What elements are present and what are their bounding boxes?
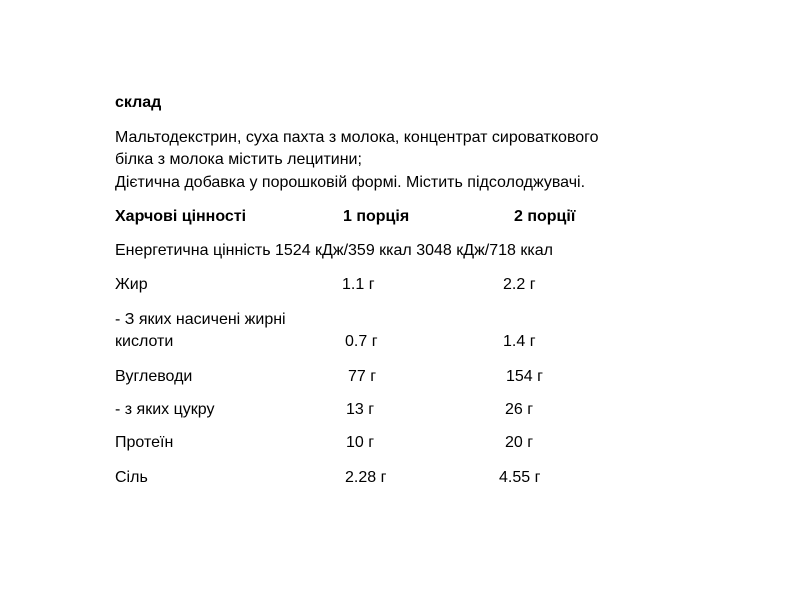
table-cell-portion-1: 2.28 г <box>345 469 387 486</box>
table-cell-portion-2: 1.4 г <box>503 333 536 350</box>
table-row-label: - з яких цукру <box>115 401 215 418</box>
table-row-label: Жир <box>115 276 148 293</box>
table-cell-portion-2: 26 г <box>505 401 534 418</box>
table-header-one-portion: 1 порція <box>343 208 410 225</box>
table-cell-portion-1: 77 г <box>348 368 377 385</box>
table-cell-portion-1: 13 г <box>346 401 375 418</box>
table-cell-portion-2: 4.55 г <box>499 469 541 486</box>
table-header-nutrition: Харчові цінності <box>115 208 247 225</box>
table-header-two-portions: 2 порції <box>514 208 576 225</box>
table-row-label: - З яких насичені жирні <box>115 311 286 328</box>
ingredients-line-3: Дієтична добавка у порошковій формі. Містить підсолоджувачі. <box>115 174 586 191</box>
table-row-label: Вуглеводи <box>115 368 193 385</box>
table-cell-portion-1: 1.1 г <box>342 276 375 293</box>
section-title: склад <box>115 94 162 111</box>
table-row-label: Сіль <box>115 469 148 486</box>
table-cell-portion-2: 154 г <box>506 368 543 385</box>
table-cell-portion-2: 2.2 г <box>503 276 536 293</box>
table-cell-portion-2: 20 г <box>505 434 534 451</box>
table-cell-portion-1: 10 г <box>346 434 375 451</box>
table-row-label: Протеїн <box>115 434 174 451</box>
table-cell-portion-1: 0.7 г <box>345 333 378 350</box>
energy-row: Енергетична цінність 1524 кДж/359 ккал 3048 кДж/718 ккал <box>115 242 553 259</box>
ingredients-line-2: білка з молока містить лецитини; <box>115 151 362 168</box>
table-row-label-continued: кислоти <box>115 333 174 350</box>
ingredients-line-1: Мальтодекстрин, суха пахта з молока, концентрат сироваткового <box>115 129 599 146</box>
